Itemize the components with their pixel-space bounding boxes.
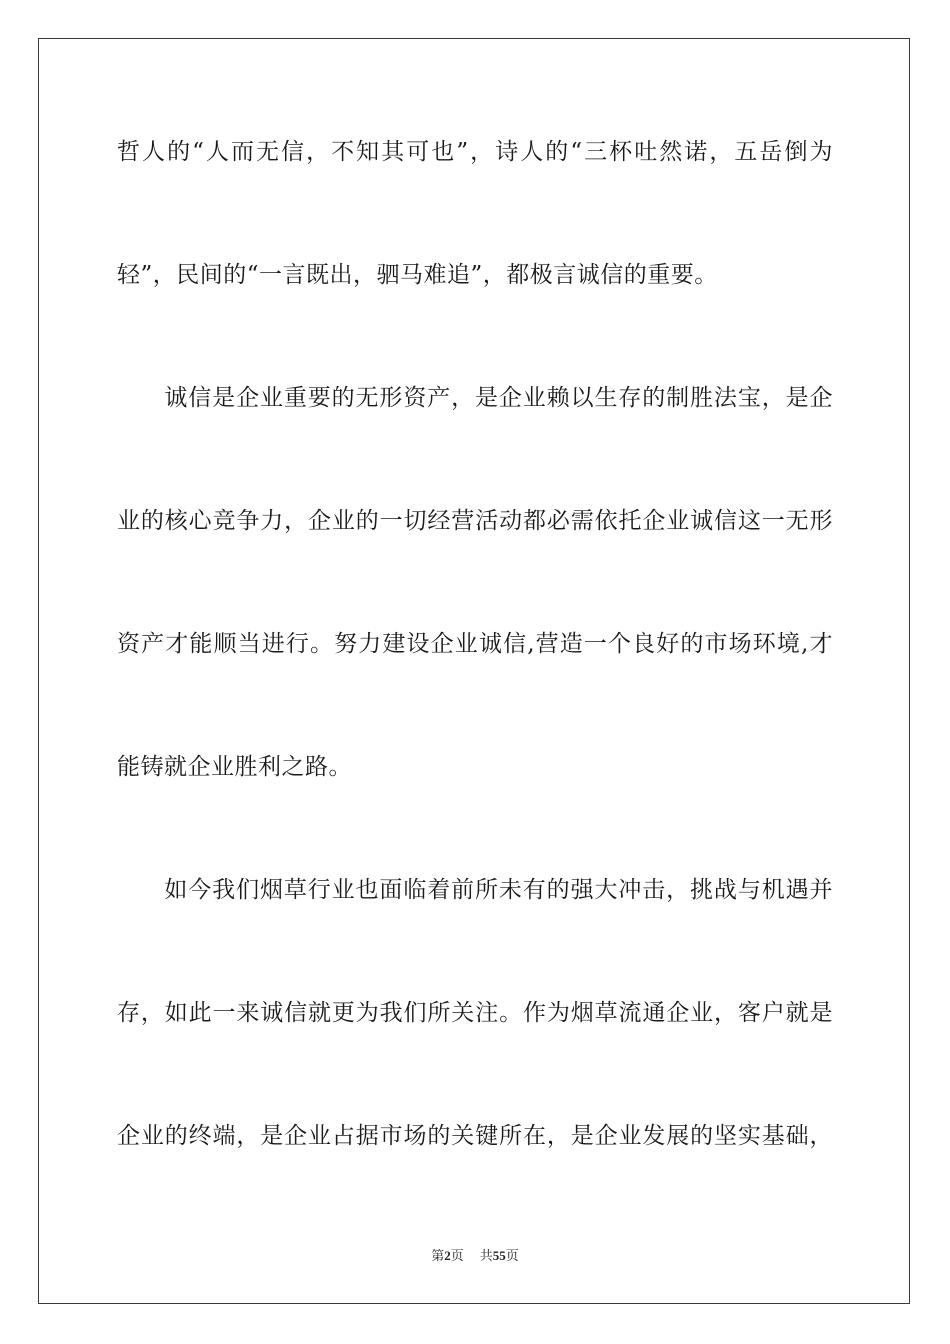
total-pages: 55 [492, 1248, 506, 1263]
page-number: 2 [444, 1248, 451, 1263]
body-text-line: 如今我们烟草行业也面临着前所未有的强大冲击，挑战与机遇并 [164, 877, 833, 903]
body-text-line: 存，如此一来诚信就更为我们所关注。作为烟草流通企业，客户就是 [117, 1000, 833, 1026]
page-footer [0, 1247, 950, 1265]
page-border [38, 38, 910, 1304]
paragraph-line [117, 875, 833, 905]
total-suffix: 页 [505, 1248, 519, 1263]
body-text-line: 资产才能顺当进行。努力建设企业诚信,营造一个良好的市场环境,才 [117, 631, 833, 657]
body-text-line: 轻”，民间的“一言既出，驷马难追”，都极言诚信的重要。 [117, 262, 718, 288]
body-text-line: 企业的终端，是企业占据市场的关键所在，是企业发展的坚实基础， [117, 1123, 833, 1149]
body-text-line: 哲人的“人而无信，不知其可也”，诗人的“三杯吐然诺，五岳倒为 [117, 139, 833, 165]
paragraph-line [117, 383, 833, 413]
page-suffix: 页 [450, 1248, 464, 1263]
body-text-line: 业的核心竞争力，企业的一切经营活动都必需依托企业诚信这一无形 [117, 508, 833, 534]
page-prefix: 第 [431, 1248, 445, 1263]
body-text-line: 能铸就企业胜利之路。 [117, 754, 352, 780]
total-prefix: 共 [479, 1248, 493, 1263]
body-text-line: 诚信是企业重要的无形资产，是企业赖以生存的制胜法宝，是企 [164, 385, 833, 411]
